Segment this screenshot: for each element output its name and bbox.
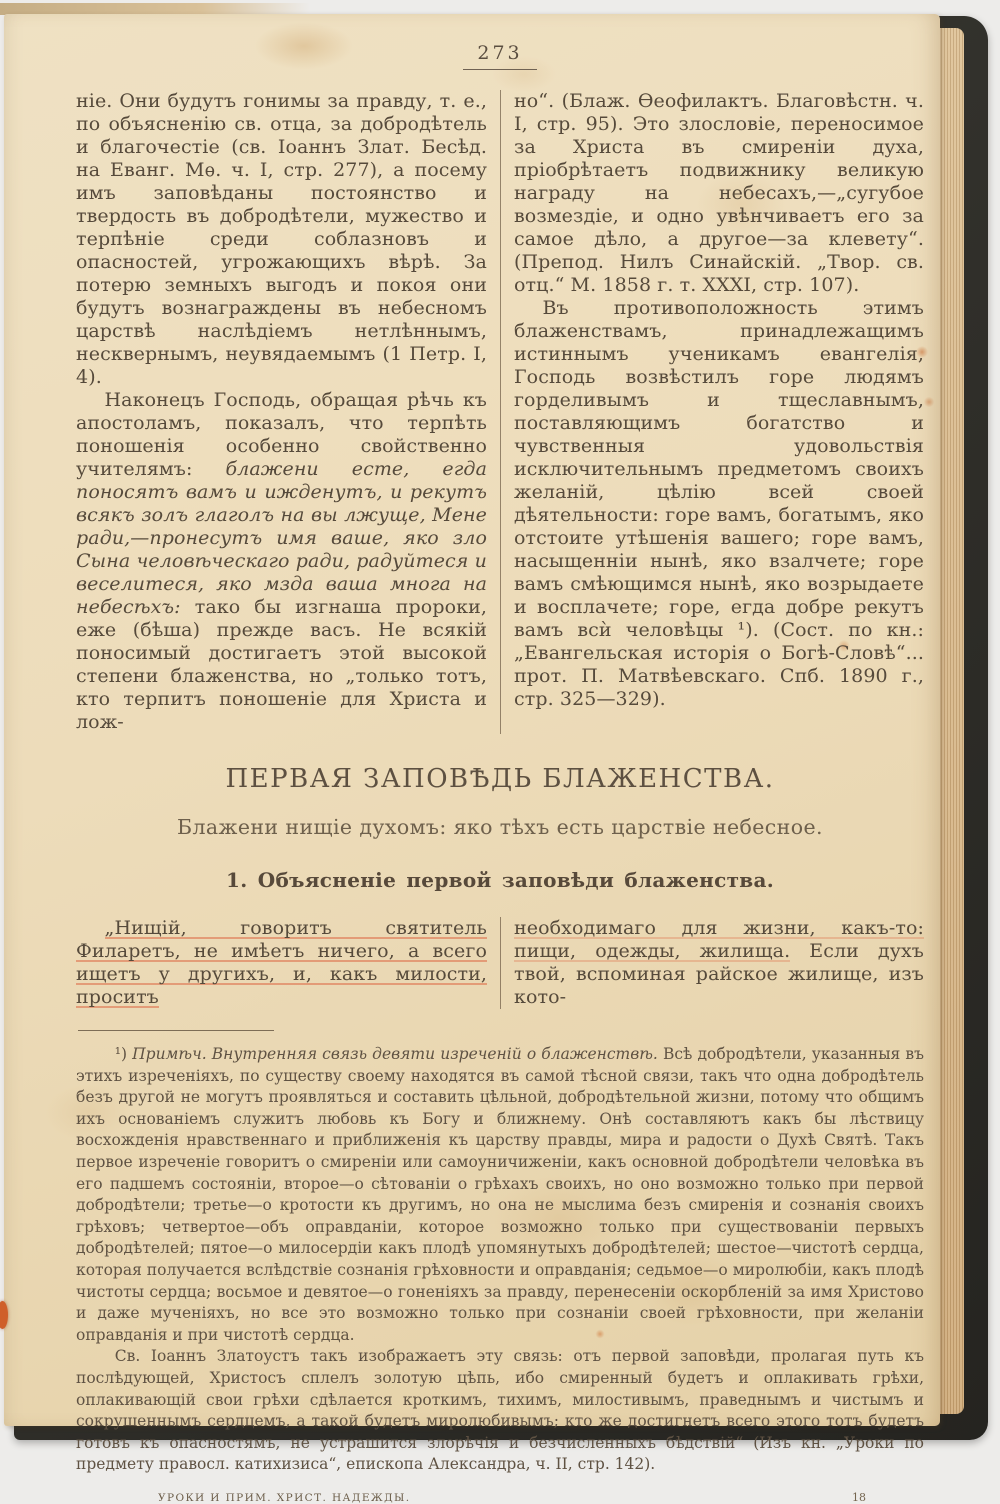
paragraph: но“. (Блаж. Ѳеофилактъ. Благовѣстн. ч. I, стр. 95). Это злословіе, переносимое за Христа въ смиреніи духа, пріобрѣтаетъ подвижнику великую награду на небесахъ,—„сугубое возмездіе, и одно увѣнчиваетъ его за самое дѣло, а другое—за клевету“. (Препод. Нилъ Синайскій. „Твор. св. отц.“ М. 1858 г. т. XXXI, стр. 107). (514, 90, 924, 296)
signature-mark: 18 (852, 1490, 866, 1504)
paragraph: Въ противоположность этимъ блаженствамъ, принадлежащимъ истиннымъ ученикамъ евангелія, Господь возвѣстилъ горе людямъ горделивымъ и тщеславнымъ, поставляющимъ богатство и чувственныя удовольствія исключительнымъ предметомъ своихъ желаній, цѣлію всей своей дѣятельности: горе вамъ, богатымъ, яко отстоите утѣшенія вашего; горе вамъ, насыщенніи нынѣ, яко взалчете; горе вамъ смѣющимся нынѣ, яко возрыдаете и восплачете; горе, егда добре рекутъ вамъ всѝ человѣцы ¹). (Сост. по кн.: „Евангельская исторія о Богѣ-Словѣ“... прот. П. Матвѣевскаго. Спб. 1890 г., стр. 325—329). (514, 297, 924, 710)
book-page (4, 14, 940, 1504)
text-run: Если духъ твой, вспоминая райское жилище, изъ кото- (514, 940, 924, 1008)
footnote-paragraph (76, 1044, 924, 1346)
mid-two-column-text (76, 917, 924, 1009)
mid-left-column (76, 917, 500, 1009)
footnote-block (76, 1044, 924, 1476)
footnote-separator-rule (78, 1030, 274, 1031)
footnote-paragraph: Св. Іоаннъ Златоустъ такъ изображаетъ эту связь: отъ первой заповѣди, пролагая путь къ послѣдующей, Христосъ сплелъ золотую цѣпь, ибо смиренный будетъ и оплакивать грѣхи, оплакивающій свои грѣхи сдѣлается кроткимъ, тихимъ, милостивымъ, праведнымъ и чистымъ и сокрушеннымъ сердцемъ, а такой будетъ миролюбивымъ; кто же достигнетъ всего этого тотъ будетъ готовъ къ опасностямъ, не устрашится злорѣчія и безчисленныхъ бѣдствій“ (Изъ кн. „Уроки по предмету правосл. катихизиса“, епископа Александра, ч. II, стр. 142). (76, 1347, 924, 1474)
red-underlined-text: „Нищій, говоритъ святитель Филаретъ, не имѣетъ ничего, а всего ищетъ у другихъ, и, какъ милости, проситъ (76, 917, 487, 1008)
paragraph (76, 917, 487, 1009)
paragraph (76, 389, 487, 734)
chapter-title: ПЕРВАЯ ЗАПОВѢДЬ БЛАЖЕНСТВА. (225, 764, 775, 794)
running-title: УРОКИ И ПРИМ. ХРИСТ. НАДЕЖДЫ. (158, 1491, 411, 1504)
page-footer (76, 1491, 924, 1504)
red-underlined-text: необходимаго для жизни, какъ-то: пищи, одежды, жилища. (514, 917, 924, 962)
chapter-verse: Блажени нищіе духомъ: яко тѣхъ есть царствіе небесное. (177, 815, 823, 839)
page-number: 273 (463, 42, 536, 70)
text-run: Наконецъ Господь, обращая рѣчь къ апостоламъ, показалъ, что терпѣть поношенія особенно свойственно учителямъ: (76, 389, 487, 480)
paragraph (514, 917, 924, 1009)
section-heading: 1. Объясненіе первой заповѣди блаженства. (225, 868, 774, 892)
slavonic-quote: блажени есте, егда поносятъ вамъ и ижденутъ, и рекутъ всякъ золъ глаголъ на вы лжуще, Мене ради,—пронесутъ имя ваше, яко зло Сына человѣческаго ради, радуйтеся и веселитеся, яко мзда ваша многа на небесѣхъ: (76, 458, 487, 618)
paragraph: ніе. Они будутъ гонимы за правду, т. е., по объясненію св. отца, за добродѣтель и благочестіе (св. Іоаннъ Злат. Бесѣд. на Еванг. Мѳ. ч. I, стр. 277), а посему имъ заповѣданы постоянство и твердость въ добродѣтели, мужество и терпѣніе среди соблазновъ и опасностей, угрожающихъ вѣрѣ. За потерю земныхъ выгодъ и покоя они будутъ вознаграждены въ небесномъ царствѣ наслѣдіемъ нетлѣннымъ, несквернымъ, неувядаемымъ (1 Петр. I, 4). (76, 90, 487, 388)
page-header (76, 42, 924, 70)
footnote-marker: ¹) (114, 1045, 133, 1063)
top-left-column (76, 90, 500, 734)
top-right-column (500, 90, 924, 734)
top-two-column-text (76, 90, 924, 734)
text-run: тако бы изгнаша пророки, еже (бѣша) прежде васъ. Не всякій поносимый достигаетъ этой высокой степени блаженства, но „только тотъ, кто терпитъ поношеніе для Христа и лож- (76, 596, 487, 733)
text-run: Всѣ добродѣтели, указанныя въ этихъ изреченіяхъ, по существу своему находятся въ самой тѣсной связи, такъ что одна добродѣтель безъ другой не могутъ проявляться и составить цѣльной, добродѣтельной жизни, потому что общимъ ихъ основаніемъ служитъ любовь къ Богу и ближнему. Онѣ составляютъ какъ бы лѣствицу восхожденія нравственнаго и приближенія къ царству правды, мира и радости о Духѣ Святѣ. Такъ первое изреченіе говоритъ о смиреніи или самоуничиженіи, какъ основной добродѣтели человѣка въ его падшемъ состояніи, второе—о сѣтованіи о грѣхахъ своихъ, но оно возможно только при первой добродѣтели; третье—о кротости къ другимъ, но она не мыслима безъ смиренія и сознанія своихъ грѣховъ; четвертое—объ оправданіи, которое возможно только при существованіи первыхъ добродѣтелей; пятое—о милосердіи какъ плодѣ упомянутыхъ добродѣтелей; шестое—чистотѣ сердца, которая получается вслѣдствіе сознанія грѣховности и оправданія; седьмое—о миролюбіи, какъ плодѣ чистоты сердца; восьмое и девятое—о гоненіяхъ за правду, перенесеніи оскорбленій за имя Христово и даже мученіяхъ, но все это возможно только при сознаніи своей грѣховности, при желаніи оправданія и при чистотѣ сердца. (76, 1045, 924, 1344)
mid-right-column (500, 917, 924, 1009)
footnote-lead: Примѣч. Внутренняя связь девяти изреченій о блаженствѣ. (132, 1045, 658, 1063)
page-content (4, 14, 940, 1504)
